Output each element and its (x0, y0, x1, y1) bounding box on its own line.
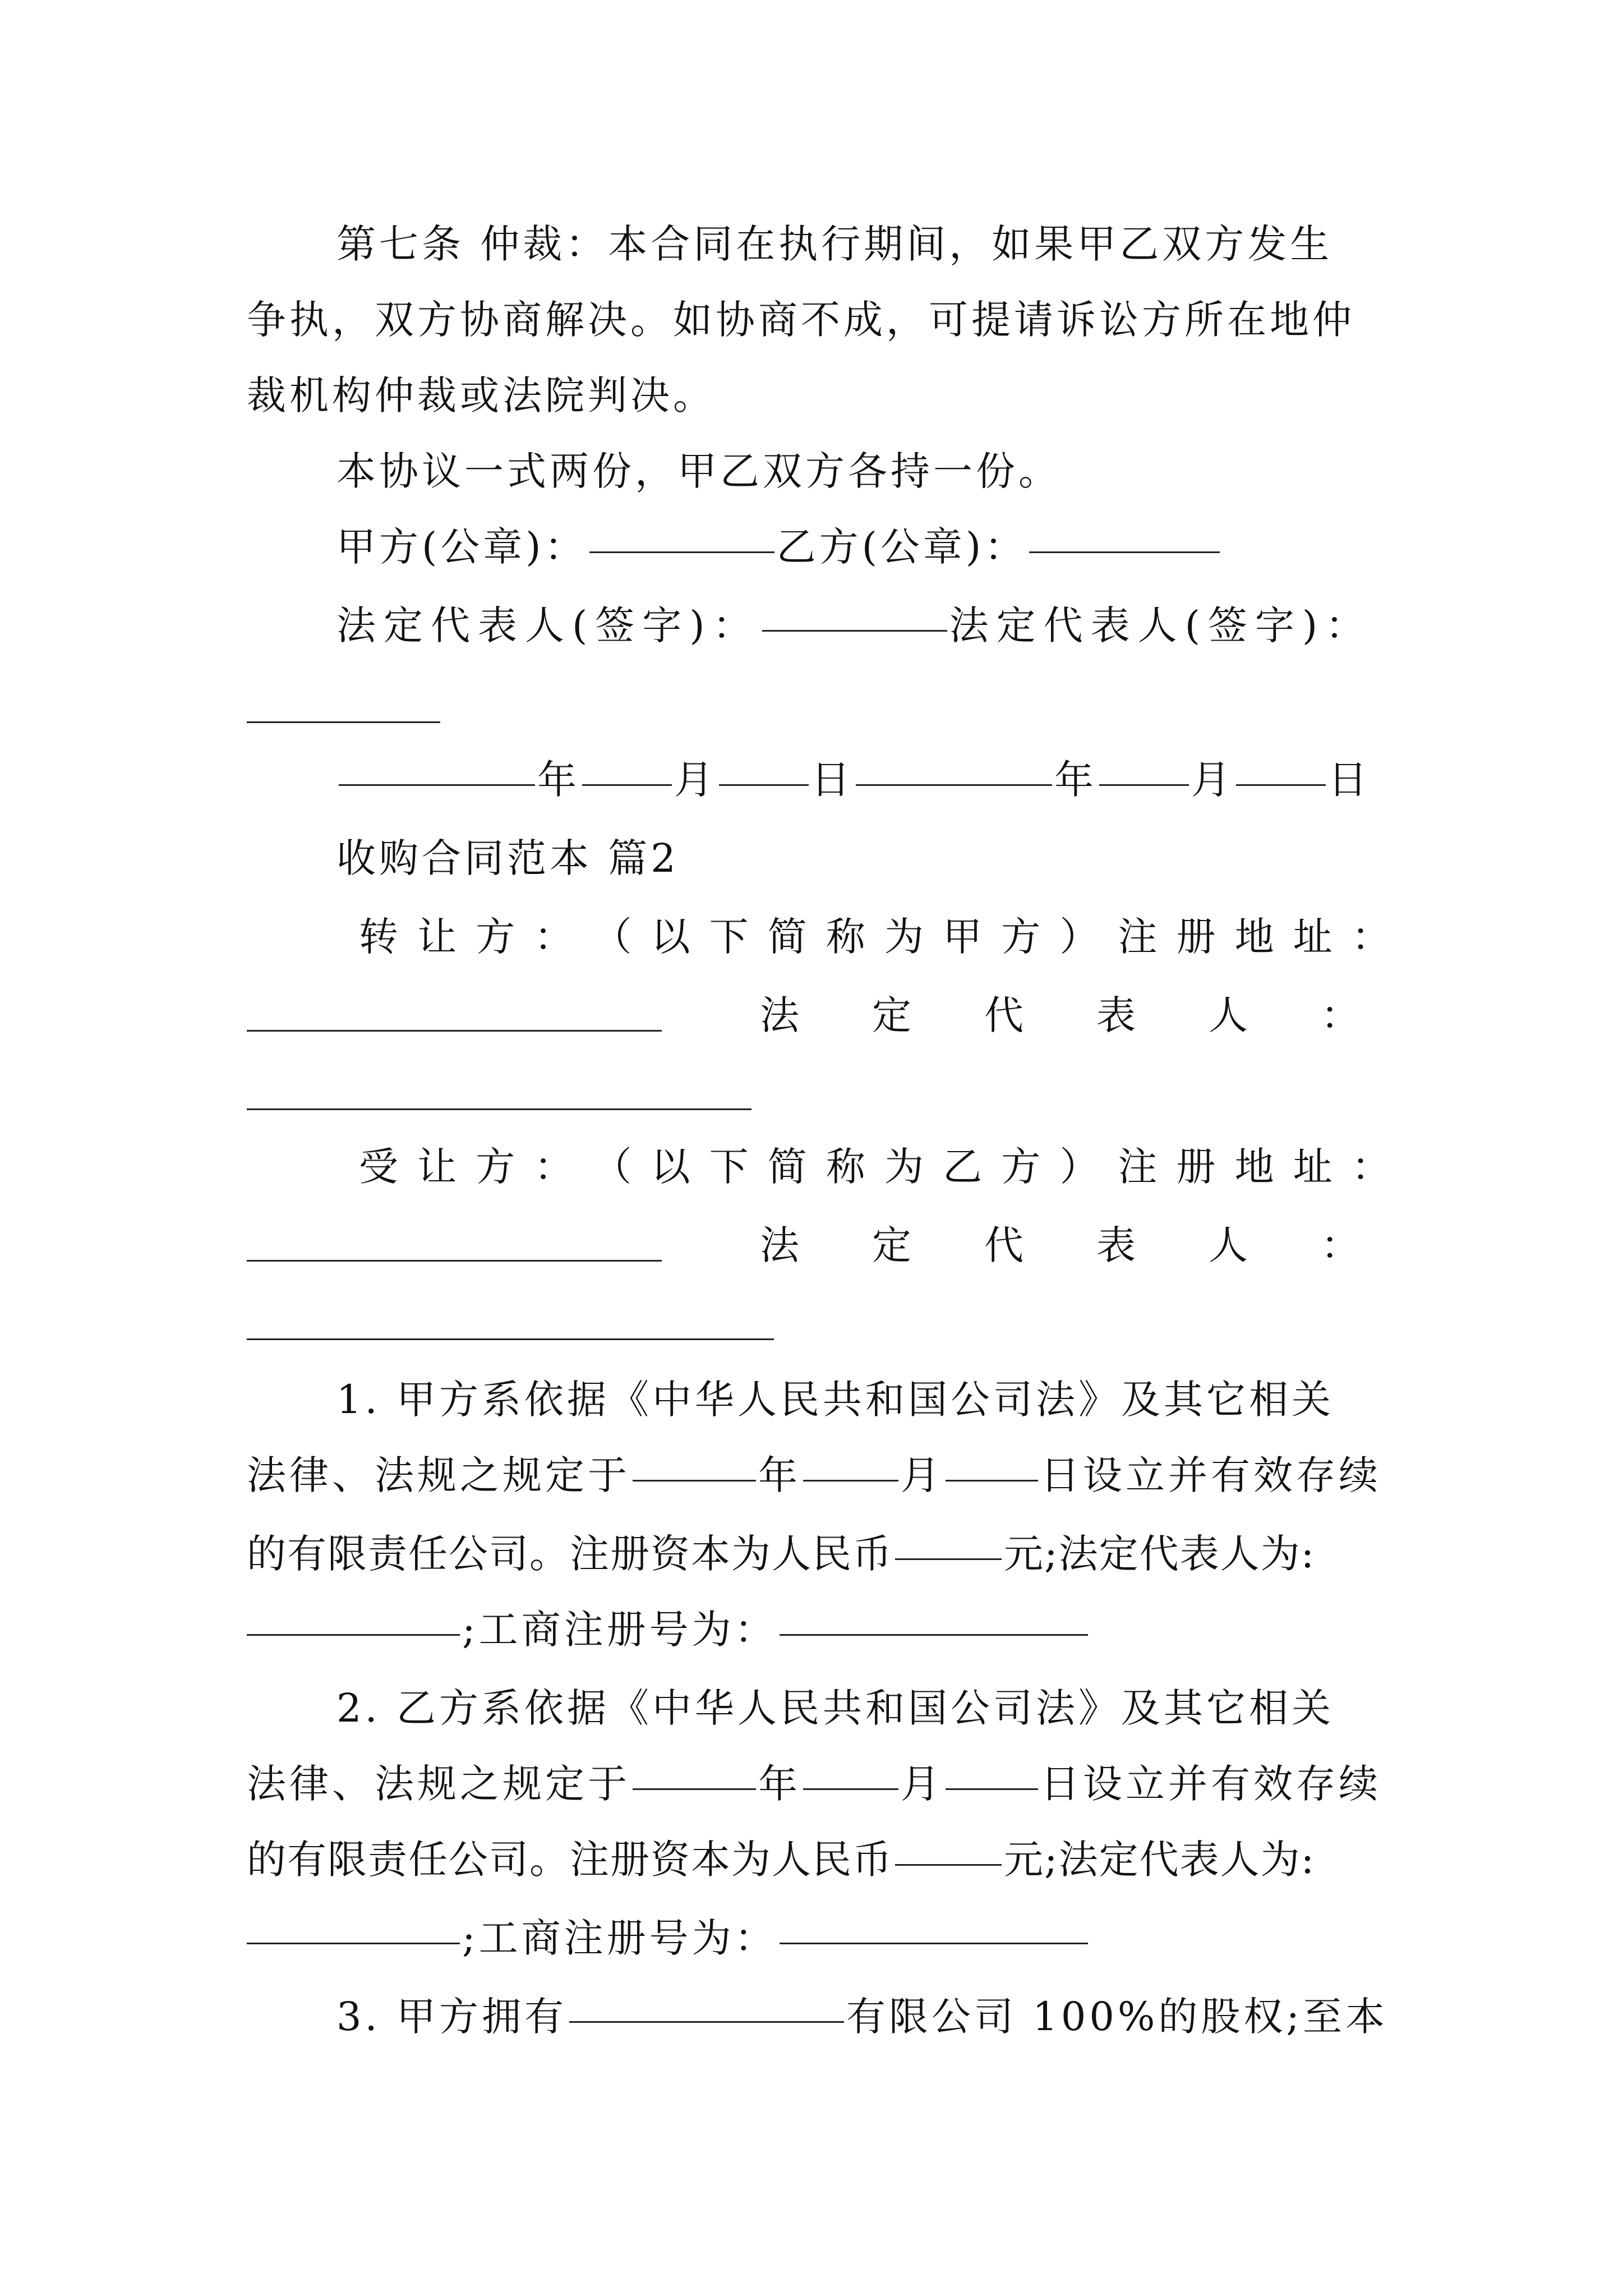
clause1-line4 (247, 1590, 1391, 1669)
party-b-rep-blank (247, 721, 440, 723)
b-day-blank (1236, 740, 1326, 786)
transferor-char: 让 (417, 914, 457, 960)
copies-note: 本协议一式两份，甲乙双方各持一份。 (336, 448, 1061, 494)
transferee-rep-char: 表 (1096, 1222, 1136, 1268)
transferor-char: 以 (651, 914, 690, 960)
transferee-char: 方 (1001, 1144, 1041, 1190)
transferee-char: ） (1059, 1144, 1099, 1190)
party-b-seal-label: 乙方(公章)： (776, 524, 1027, 570)
transferee-char: 址 (1293, 1144, 1332, 1190)
clause1-line1: 1. 甲方系依据《中华人民共和国公司法》及其它相关 (336, 1377, 1335, 1423)
transferee-char: 为 (884, 1144, 924, 1190)
clause1-text: 法律、法规之规定于 (247, 1452, 630, 1498)
b-year-blank (856, 740, 1052, 786)
clause2-line2 (247, 1745, 1391, 1823)
clause1-line2 (247, 1436, 1391, 1515)
clause1-day-blank (946, 1436, 1038, 1481)
b-year-label: 年 (1054, 757, 1097, 803)
section2-title: 收购合同范本 篇2 (336, 835, 679, 881)
clause1-text: 日设立并有效存续 (1040, 1452, 1381, 1498)
transferor-char: 册 (1176, 914, 1216, 960)
clause1-year-label: 年 (758, 1452, 801, 1498)
transferor-rep-char: ： (1321, 992, 1360, 1038)
seal-line (336, 508, 1391, 586)
a-month-blank (582, 740, 672, 786)
transferee-rep-char: 法 (760, 1222, 799, 1268)
transferee-char: ： (534, 1144, 574, 1190)
party-a-rep-label: 法定代表人(签字)： (336, 602, 760, 648)
article7-line2: 争执，双方协商解决。如协商不成，可提请诉讼方所在地仲 (247, 297, 1355, 343)
transferee-rep-char: ： (1321, 1222, 1360, 1268)
transferor-line (359, 898, 1391, 976)
transferee-rep-char: 定 (872, 1222, 911, 1268)
b-day-label: 日 (1328, 757, 1371, 803)
b-month-blank (1099, 740, 1189, 786)
clause2-line3 (247, 1820, 1391, 1899)
clause2-rep-blank (247, 1899, 460, 1944)
transferee-address-blank (247, 1259, 662, 1262)
transferee-char: 册 (1176, 1144, 1216, 1190)
transferor-char: ： (534, 914, 574, 960)
clause2-text: 法律、法规之规定于 (247, 1761, 630, 1807)
clause1-month-label: 月 (901, 1452, 943, 1498)
clause1-text: 元;法定代表人为: (1004, 1531, 1316, 1577)
transferee-rep-char: 人 (1209, 1222, 1248, 1268)
clause1-line3 (247, 1515, 1391, 1593)
transferee-rep-char: 代 (984, 1222, 1023, 1268)
transferor-rep-char: 表 (1096, 992, 1136, 1038)
transferor-char: 简 (767, 914, 807, 960)
clause2-month-label: 月 (901, 1761, 943, 1807)
clause2-text: 元;法定代表人为: (1004, 1837, 1316, 1883)
transferee-char: 简 (767, 1144, 807, 1190)
clause2-year-blank (633, 1745, 756, 1790)
party-b-rep-label: 法定代表人(签字)： (949, 602, 1373, 648)
transferor-rep-char: 法 (760, 992, 799, 1038)
rep-sign-line (336, 586, 1391, 665)
clause2-line1: 2. 乙方系依据《中华人民共和国公司法》及其它相关 (336, 1685, 1335, 1731)
transferor-char: 地 (1234, 914, 1274, 960)
clause2-day-blank (946, 1745, 1038, 1790)
transferor-char: ） (1059, 914, 1099, 960)
transferee-char: ： (1351, 1144, 1391, 1190)
transferee-char: （ (592, 1144, 632, 1190)
party-a-seal-label: 甲方(公章)： (336, 524, 587, 570)
b-month-label: 月 (1191, 757, 1234, 803)
transferee-char: 让 (417, 1144, 457, 1190)
transferor-char: 址 (1293, 914, 1332, 960)
transferor-address-blank (247, 1029, 662, 1032)
a-day-blank (719, 740, 809, 786)
transferee-char: 方 (476, 1144, 515, 1190)
transferor-char: 转 (359, 914, 398, 960)
transferor-char: 注 (1118, 914, 1158, 960)
transferor-char: 甲 (943, 914, 983, 960)
article7-line3: 裁机构仲裁或法院判决。 (247, 372, 716, 418)
clause1-rep-blank (247, 1590, 460, 1636)
transferor-rep-char: 定 (872, 992, 911, 1038)
transferee-char: 下 (709, 1144, 749, 1190)
article7-line1: 第七条 仲裁：本合同在执行期间，如果甲乙双方发生 (336, 221, 1333, 267)
a-year-label: 年 (537, 757, 580, 803)
clause2-month-blank (803, 1745, 898, 1790)
a-day-label: 日 (811, 757, 854, 803)
party-a-rep-blank (762, 586, 947, 632)
clause1-month-blank (803, 1436, 898, 1481)
a-year-blank (339, 740, 535, 786)
transferee-char: 地 (1234, 1144, 1274, 1190)
transferor-rep-blank (247, 1108, 751, 1110)
clause2-year-label: 年 (758, 1761, 801, 1807)
clause2-capital-blank (895, 1820, 1002, 1866)
transferor-char: 称 (826, 914, 865, 960)
transferee-char: 以 (651, 1144, 690, 1190)
transferor-char: 为 (884, 914, 924, 960)
clause2-regno-blank (780, 1899, 1088, 1944)
clause1-text: 的有限责任公司。注册资本为人民币 (247, 1531, 893, 1577)
clause2-text: ;工商注册号为： (462, 1915, 777, 1961)
clause2-line4 (247, 1899, 1391, 1977)
clause1-regno-blank (780, 1590, 1088, 1636)
transferee-char: 受 (359, 1144, 398, 1190)
transferor-char: 下 (709, 914, 749, 960)
party-b-seal-blank (1029, 508, 1220, 553)
transferee-char: 注 (1118, 1144, 1158, 1190)
transferor-char: 方 (1001, 914, 1041, 960)
clause1-capital-blank (895, 1515, 1002, 1560)
clause1-text: ;工商注册号为： (462, 1607, 777, 1653)
clause1-year-blank (633, 1436, 756, 1481)
party-a-seal-blank (589, 508, 774, 553)
transferor-char: 方 (476, 914, 515, 960)
transferor-rep-line (760, 976, 1360, 1055)
transferee-rep-line (760, 1206, 1360, 1285)
transferee-char: 乙 (943, 1144, 983, 1190)
clause3-text: 3. 甲方拥有 (336, 1994, 568, 2040)
transferee-rep-blank (247, 1338, 774, 1340)
clause3-text: 有限公司 100%的股权;至本 (846, 1994, 1389, 2040)
transferor-char: ： (1351, 914, 1391, 960)
transferee-char: 称 (826, 1144, 865, 1190)
clause3-company-blank (569, 1977, 844, 2023)
clause2-text: 的有限责任公司。注册资本为人民币 (247, 1837, 893, 1883)
transferee-line (359, 1128, 1391, 1206)
clause3-line1 (336, 1977, 1391, 2056)
a-month-label: 月 (674, 757, 717, 803)
date-line (336, 740, 1391, 819)
transferor-rep-char: 代 (984, 992, 1023, 1038)
transferor-char: （ (592, 914, 632, 960)
transferor-rep-char: 人 (1209, 992, 1248, 1038)
clause2-text: 日设立并有效存续 (1040, 1761, 1381, 1807)
